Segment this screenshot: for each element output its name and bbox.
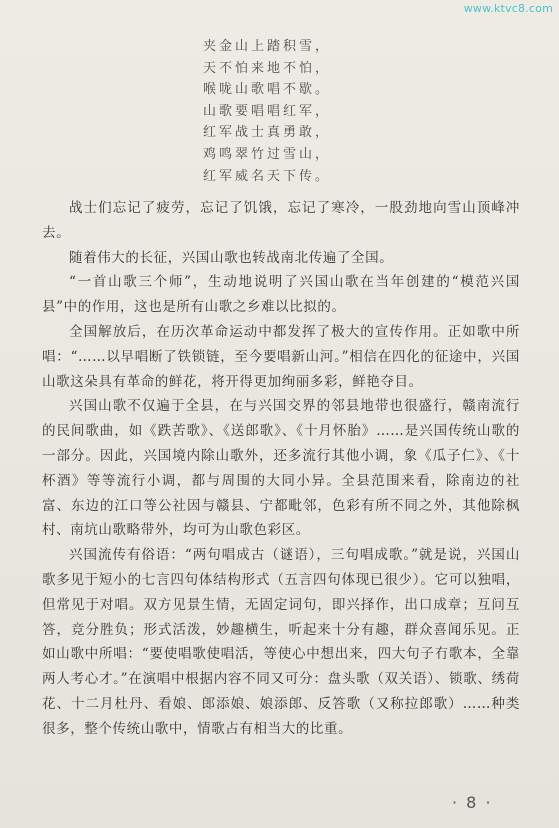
poem-line: 天不怕来地不怕， (203, 60, 332, 76)
poem-line: 红军威名天下传。 (203, 168, 332, 184)
poem-line: 鸡鸣翠竹过雪山， (203, 146, 332, 162)
body-text (42, 196, 520, 742)
paragraph: 兴国山歌不仅遍于全县，在与兴国交界的邻县地带也很盛行，赣南流行的民间歌曲，如《跌苦歌》、《送郎歌》、《十月怀胎》……是兴国传统山歌的一部分。因此，兴国境内除山歌外，还多流行其他小调，象《瓜子仁》、《十杯酒》等等流行小调，都与周围的大同小异。全县范围来看，除南边的社富、东边的江口等公社因与赣县、宁都毗邻，色彩有所不同之外，其他除枫村、南坑山歌略带外，均可为山歌色彩区。 (42, 398, 520, 539)
watermark-url: www.ktvc8.com (463, 2, 553, 15)
poem-line: 夹金山上踏积雪， (203, 39, 332, 54)
paragraph: “一首山歌三个师”，生动地说明了兴国山歌在当年创建的“模范兴国县”中的作用，这也是所有山歌之乡难以比拟的。 (42, 274, 520, 316)
poem-line: 喉咙山歌唱不歇。 (203, 82, 332, 98)
poem-line: 红军战士真勇敢， (203, 125, 332, 141)
paragraph: 全国解放后，在历次革命运动中都发挥了极大的宣传作用。正如歌中所唱：“……以早唱断了铁锁链，至今要唱新山河。”相信在四化的征途中，兴国山歌这朵具有革命的鲜花，将开得更加绚丽多彩，鲜艳夺目。 (42, 323, 520, 390)
paragraph: 随着伟大的长征，兴国山歌也转战南北传遍了全国。 (69, 249, 394, 266)
paragraph: 兴国流传有俗语：“两句唱成古（谜语），三句唱成歌。”就是说，兴国山歌多见于短小的七言四句体结构形式（五言四句体现已很少）。它可以独唱，但常见于对唱。双方见景生情，无固定词句，即兴择作，出口成章；互问互答，竞分胜负；形式活泼，妙趣横生，听起来十分有趣，群众喜闻乐见。正如山歌中所唱：“要使唱歌使唱活，等使心中想出来，四大句子冇歌本，全靠两人考心才。”在演唱中根据内容不同又可分：盘头歌（双关语）、锁歌、绣荷花、十二月杜丹、看娘、郎添娘、娘添郎、反答歌（又称拉郎歌）……种类很多，整个传统山歌中，情歌占有相当大的比重。 (42, 547, 520, 737)
poem-block (203, 36, 331, 187)
poem-line: 山歌要唱唱红军， (203, 103, 332, 119)
page-number: · 8 · (452, 793, 493, 812)
paragraph: 战士们忘记了疲劳，忘记了饥饿，忘记了寒冷，一股劲地向雪山顶峰冲去。 (42, 200, 520, 241)
